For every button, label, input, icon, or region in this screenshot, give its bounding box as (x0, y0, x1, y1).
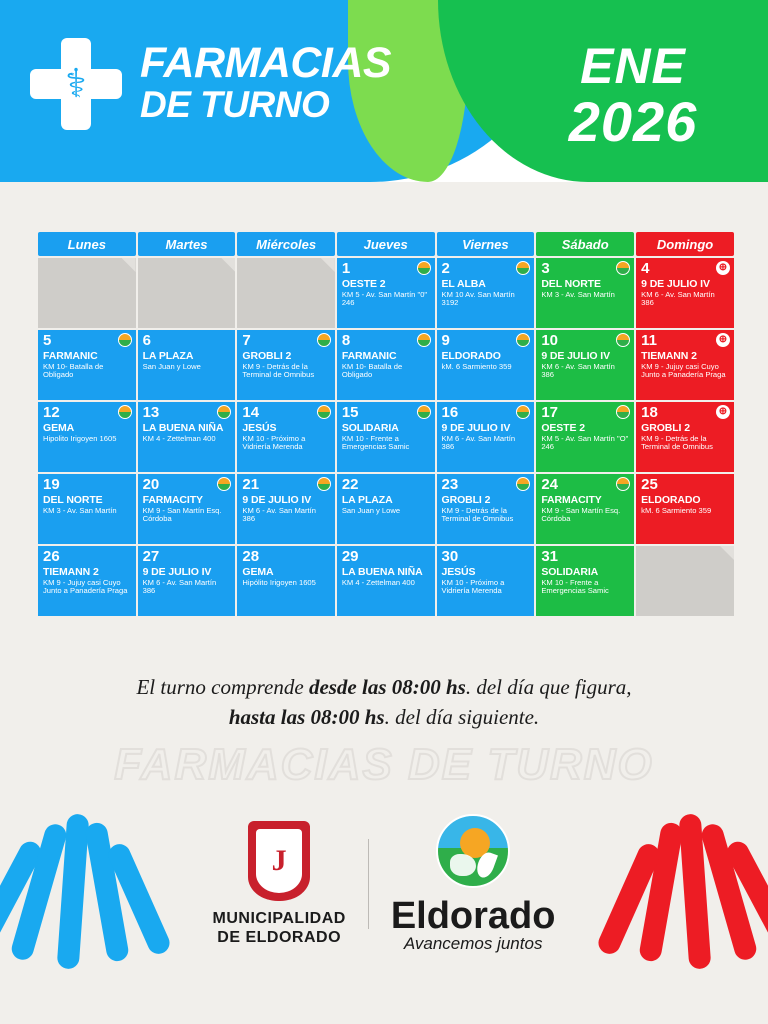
weekday-martes: Martes (138, 232, 236, 256)
calendar-cell (138, 546, 236, 616)
calendar-day-28[interactable] (237, 546, 334, 616)
pharmacy-name: SOLIDARIA (541, 566, 599, 578)
calendar-cell (237, 330, 334, 400)
sunrise-badge-icon (317, 405, 331, 419)
shield-letter: J (256, 829, 302, 893)
sunrise-badge-icon (417, 261, 431, 275)
calendar-day-16[interactable] (437, 402, 535, 472)
calendar-day-18[interactable] (636, 402, 734, 472)
pharmacy-name: LA PLAZA (142, 350, 194, 362)
calendar-cell (536, 402, 634, 472)
calendar-day-24[interactable] (536, 474, 634, 544)
pharmacy-cross-icon: ⚕ (30, 38, 122, 130)
day-number: 19 (43, 476, 60, 493)
pharmacy-address: KM 6 - Av. San Martín 386 (242, 506, 316, 524)
pharmacy-address: KM 9 - Detrás de la Terminal de Omnibus (242, 362, 315, 380)
calendar-cell (138, 258, 236, 328)
calendar-day-31[interactable] (536, 546, 634, 616)
pharmacy-name: TIEMANN 2 (43, 566, 99, 578)
pharmacy-address: KM 6 - Av. San Martín 386 (142, 578, 217, 596)
calendar-cell (437, 546, 535, 616)
pharmacy-name: JESÚS (441, 566, 476, 578)
pharmacy-address: Hipolito Irigoyen 1605 (43, 434, 117, 443)
pharmacy-address: KM 3 - Av. San Martín (541, 290, 615, 299)
calendar-day-15[interactable] (337, 402, 435, 472)
pharmacy-address: kM. 6 Sarmiento 359 (441, 362, 512, 371)
title-line-2: DE TURNO (140, 83, 330, 125)
calendar-header-row (38, 232, 734, 256)
pharmacy-address: KM 9 - Jujuy casi Cuyo Junto a Panadería Praga (43, 578, 128, 596)
calendar-cell (536, 258, 634, 328)
calendar-cell (636, 258, 734, 328)
calendar-empty-cell (636, 546, 734, 616)
calendar-day-14[interactable] (237, 402, 334, 472)
year-label: 2026 (568, 89, 698, 153)
pharmacy-address: KM 9 - Jujuy casi Cuyo Junto a Panadería Praga (641, 362, 726, 380)
calendar-day-21[interactable] (237, 474, 334, 544)
pharmacy-name: GROBLI 2 (242, 350, 292, 362)
day-number: 17 (541, 404, 558, 421)
calendar-day-20[interactable] (138, 474, 236, 544)
calendar-cell (437, 258, 535, 328)
footer-divider (368, 839, 369, 929)
calendar-day-23[interactable] (437, 474, 535, 544)
calendar-week-row (38, 474, 734, 544)
pharmacy-name: FARMANIC (341, 350, 397, 362)
calendar-cell (636, 474, 734, 544)
sunrise-badge-icon (417, 405, 431, 419)
day-number: 28 (242, 548, 260, 565)
pharmacy-name: 9 DE JULIO IV (641, 278, 710, 290)
calendar-cell (138, 474, 236, 544)
calendar-cell (536, 330, 634, 400)
corner-fold-icon (122, 258, 136, 272)
globe-badge-icon: ⊕ (716, 261, 730, 275)
calendar-day-25[interactable] (636, 474, 734, 544)
pharmacy-name: GROBLI 2 (641, 422, 690, 434)
pharmacy-name: EL ALBA (441, 278, 486, 290)
note-line-1 (0, 672, 768, 702)
note-line1-c: . del día que figura, (465, 675, 632, 699)
calendar-cell (636, 546, 734, 616)
pharmacy-address: kM. 6 Sarmiento 359 (641, 506, 712, 515)
pharmacy-name: FARMACITY (142, 494, 203, 506)
footer (0, 796, 768, 1024)
eldorado-logo-icon (436, 814, 510, 888)
municipality-line-1: MUNICIPALIDAD (212, 910, 346, 927)
calendar-week-row (38, 546, 734, 616)
calendar-day-12[interactable] (38, 402, 136, 472)
corner-fold-icon (321, 258, 335, 272)
calendar-day-10[interactable] (536, 330, 634, 400)
day-number: 14 (242, 404, 260, 421)
pharmacy-address: KM 9 - San Martín Esq. Córdoba (142, 506, 222, 524)
sunrise-badge-icon (317, 333, 331, 347)
pharmacy-name: ELDORADO (441, 350, 501, 362)
calendar-cell (237, 546, 334, 616)
calendar-day-22[interactable] (337, 474, 435, 544)
pharmacy-address: KM 10- Batalla de Obligado (43, 362, 104, 380)
calendar-day-17[interactable] (536, 402, 634, 472)
calendar-week-row (38, 330, 734, 400)
pharmacy-name: LA BUENA NIÑA (341, 566, 423, 578)
calendar-cell (38, 402, 136, 472)
weekday-lunes: Lunes (38, 232, 136, 256)
globe-badge-icon: ⊕ (716, 405, 730, 419)
calendar-section (0, 182, 768, 672)
calendar-day-7[interactable] (237, 330, 334, 400)
pharmacy-name: LA BUENA NIÑA (142, 422, 224, 434)
calendar-day-19[interactable] (38, 474, 136, 544)
pharmacy-address: KM 6 - Av. San Martín 386 (441, 434, 516, 452)
pharmacy-address: KM 4 - Zettelman 400 (341, 578, 415, 587)
calendar-cell (536, 474, 634, 544)
day-number: 24 (541, 476, 558, 493)
calendar-day-2[interactable] (437, 258, 535, 328)
pharmacy-address: KM 5 - Av. San Martín "0" 246 (341, 290, 428, 308)
pharmacy-address: KM 10 - Frente a Emergencias Samic (541, 578, 609, 596)
pharmacy-name: ELDORADO (641, 494, 701, 506)
watermark-text: FARMACIAS DE TURNO (114, 740, 654, 789)
day-number: 31 (541, 548, 558, 565)
pharmacy-name: DEL NORTE (541, 278, 601, 290)
calendar-cell (38, 546, 136, 616)
calendar-cell (38, 258, 136, 328)
pharmacy-address: KM 6 - Av. San Martín 386 (541, 362, 615, 380)
day-number: 23 (441, 476, 459, 493)
pharmacy-name: 9 DE JULIO IV (142, 566, 212, 578)
calendar-empty-cell (138, 258, 236, 328)
calendar-cell (337, 474, 435, 544)
calendar-day-8[interactable] (337, 330, 435, 400)
calendar-table (36, 230, 736, 618)
day-number: 21 (242, 476, 260, 493)
pharmacy-name: OESTE 2 (541, 422, 585, 434)
calendar-cell (437, 402, 535, 472)
day-number: 3 (541, 260, 550, 277)
corner-fold-icon (720, 546, 734, 560)
brand-tagline: Avancemos juntos (403, 934, 543, 953)
day-number: 12 (43, 404, 60, 421)
calendar-empty-cell (237, 258, 334, 328)
calendar-cell (437, 474, 535, 544)
calendar-day-9[interactable] (437, 330, 535, 400)
schedule-note (0, 672, 768, 732)
day-number: 10 (541, 332, 558, 349)
calendar-day-29[interactable] (337, 546, 435, 616)
pharmacy-address: San Juan y Lowe (341, 506, 401, 515)
calendar-day-11[interactable] (636, 330, 734, 400)
pharmacy-name: SOLIDARIA (341, 422, 399, 434)
note-line-2 (0, 702, 768, 732)
calendar-day-27[interactable] (138, 546, 236, 616)
day-number: 2 (441, 260, 450, 277)
day-number: 5 (43, 332, 52, 349)
brand-name: Eldorado (390, 895, 556, 937)
day-number: 4 (641, 260, 650, 277)
calendar-day-30[interactable] (437, 546, 535, 616)
pharmacy-address: KM 10 - Frente a Emergencias Samic (341, 434, 410, 452)
calendar-cell (337, 546, 435, 616)
sunrise-badge-icon (118, 333, 132, 347)
pharmacy-address: KM 6 - Av. San Martín 386 (641, 290, 715, 308)
pharmacy-name: 9 DE JULIO IV (242, 494, 312, 506)
eldorado-brand-block (391, 814, 556, 954)
pharmacy-address: KM 9 - Detrás de la Terminal de Omnibus (441, 506, 514, 524)
pharmacy-address: San Juan y Lowe (142, 362, 201, 371)
calendar-cell (138, 402, 236, 472)
pharmacy-name: 9 DE JULIO IV (441, 422, 511, 434)
weekday-sabado: Sábado (536, 232, 634, 256)
pharmacy-address: KM 5 - Av. San Martín "O" 246 (541, 434, 629, 452)
calendar-cell (237, 474, 334, 544)
pharmacy-address: KM 3 - Av. San Martín (43, 506, 117, 515)
day-number: 7 (242, 332, 251, 349)
day-number: 18 (641, 404, 658, 421)
day-number: 13 (142, 404, 160, 421)
municipality-shield-icon (248, 821, 310, 901)
weekday-miercoles: Miércoles (237, 232, 334, 256)
municipality-block (213, 821, 346, 947)
pharmacy-name: GROBLI 2 (441, 494, 491, 506)
pharmacy-name: DEL NORTE (43, 494, 103, 506)
calendar-cell (138, 330, 236, 400)
day-number: 1 (341, 260, 351, 277)
note-line1-b: desde las 08:00 hs (308, 675, 466, 699)
pharmacy-name: TIEMANN 2 (641, 350, 697, 362)
calendar-week-row (38, 258, 734, 328)
pharmacy-address: KM 9 - San Martín Esq. Córdoba (541, 506, 621, 524)
municipality-line-2: DE ELDORADO (217, 929, 342, 946)
pharmacy-name: GEMA (242, 566, 274, 578)
calendar-week-row (38, 402, 734, 472)
weekday-domingo: Domingo (636, 232, 734, 256)
day-number: 8 (341, 332, 351, 349)
pharmacy-name: FARMACITY (541, 494, 602, 506)
pharmacy-address: KM 10 - Próximo a Vidriería Merenda (242, 434, 306, 452)
day-number: 9 (441, 332, 450, 349)
day-number: 25 (641, 476, 658, 493)
calendar-empty-cell (38, 258, 136, 328)
day-number: 20 (142, 476, 160, 493)
month-label: ENE (580, 38, 686, 94)
note-line2-b: . del día siguiente. (384, 705, 540, 729)
day-number: 16 (441, 404, 459, 421)
pharmacy-address: KM 10 - Próximo a Vidriería Merenda (441, 578, 505, 596)
corner-fold-icon (221, 258, 235, 272)
calendar-cell (237, 402, 334, 472)
calendar-cell (536, 546, 634, 616)
pharmacy-address: KM 10 Av. San Martín 3192 (441, 290, 515, 308)
calendar-day-5[interactable] (38, 330, 136, 400)
calendar-cell (337, 402, 435, 472)
day-number: 22 (341, 476, 359, 493)
day-number: 11 (641, 332, 657, 349)
calendar-cell (38, 330, 136, 400)
calendar-cell (237, 258, 334, 328)
calendar-cell (337, 258, 435, 328)
month-year (528, 40, 738, 151)
globe-badge-icon: ⊕ (716, 333, 730, 347)
pharmacy-address: KM 4 - Zettelman 400 (142, 434, 216, 443)
sunrise-badge-icon (417, 333, 431, 347)
pharmacy-name: OESTE 2 (341, 278, 386, 290)
calendar-cell (636, 402, 734, 472)
note-line1-a: El turno comprende (136, 675, 309, 699)
day-number: 26 (43, 548, 60, 565)
calendar-body (38, 258, 734, 616)
calendar-day-1[interactable] (337, 258, 435, 328)
calendar-cell (38, 474, 136, 544)
day-number: 30 (441, 548, 459, 565)
note-line2-a: hasta las 08:00 hs (228, 705, 385, 729)
day-number: 27 (142, 548, 160, 565)
pharmacy-name: LA PLAZA (341, 494, 393, 506)
pharmacy-address: KM 9 - Detrás de la Terminal de Omnibus (641, 434, 713, 452)
day-number: 6 (142, 332, 151, 349)
sunrise-badge-icon (118, 405, 132, 419)
day-number: 29 (341, 548, 359, 565)
weekday-jueves: Jueves (337, 232, 435, 256)
pharmacy-name: JESÚS (242, 422, 277, 434)
footer-logos (0, 814, 768, 954)
title-line-1: FARMACIAS (140, 39, 392, 87)
calendar-cell (337, 330, 435, 400)
calendar-cell (636, 330, 734, 400)
day-number: 15 (341, 404, 359, 421)
calendar-day-4[interactable] (636, 258, 734, 328)
calendar-cell (437, 330, 535, 400)
pharmacy-name: FARMANIC (43, 350, 98, 362)
calendar-day-26[interactable] (38, 546, 136, 616)
weekday-viernes: Viernes (437, 232, 535, 256)
sunrise-badge-icon (317, 477, 331, 491)
pharmacy-name: 9 DE JULIO IV (541, 350, 611, 362)
page-title (140, 39, 392, 125)
pharmacy-address: Hipólito Irigoyen 1605 (242, 578, 316, 587)
municipality-name (213, 909, 346, 947)
calendar-day-3[interactable] (536, 258, 634, 328)
pharmacy-name: GEMA (43, 422, 75, 434)
header (0, 0, 768, 182)
calendar-day-13[interactable] (138, 402, 236, 472)
pharmacy-address: KM 10- Batalla de Obligado (341, 362, 403, 380)
calendar-day-6[interactable] (138, 330, 236, 400)
